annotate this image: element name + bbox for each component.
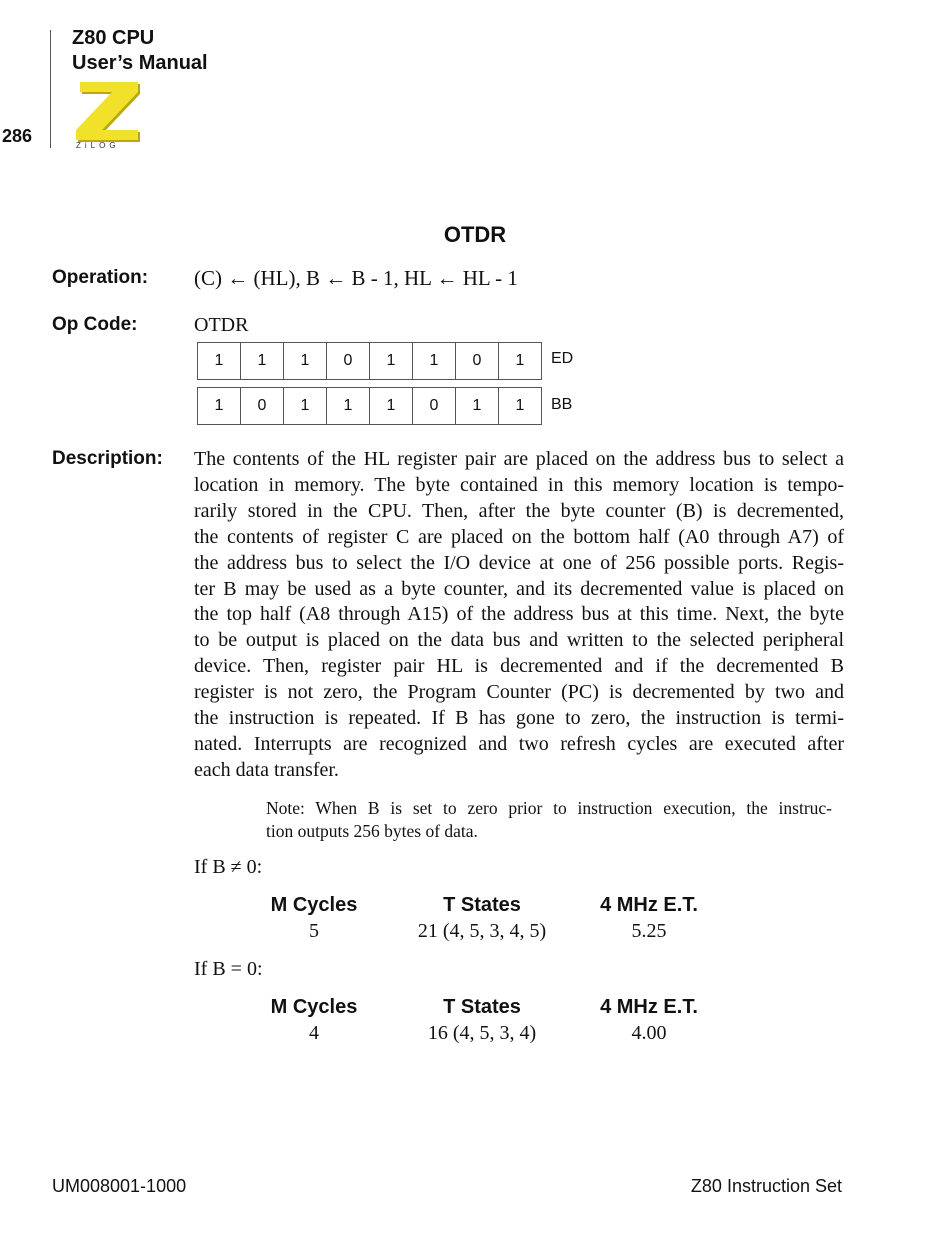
page-number: 286 bbox=[2, 126, 33, 146]
opcode-mnemonic: OTDR bbox=[194, 314, 249, 336]
m-cycles-value: 4 bbox=[309, 1022, 319, 1044]
description-line: nated. Interrupts are recognized and two refresh cycles are executed after bbox=[194, 732, 844, 755]
description-line: rarily stored in the CPU. Then, after the byte counter (B) is decremented, bbox=[194, 499, 844, 522]
manual-title-line1: Z80 CPU bbox=[72, 27, 155, 49]
bit-cell: 0 bbox=[412, 388, 455, 424]
description-line: location in memory. The byte contained in this memory location is tempo- bbox=[194, 473, 844, 496]
et-value: 4.00 bbox=[631, 1022, 667, 1044]
description-label: Description: bbox=[52, 448, 163, 469]
column-header-m-cycles: M Cycles bbox=[270, 996, 358, 1018]
description-line: device. Then, register pair HL is decremented and if the decremented B bbox=[194, 655, 844, 678]
m-cycles-value: 5 bbox=[309, 920, 319, 942]
bit-cell: 0 bbox=[240, 388, 283, 424]
bit-cell: 0 bbox=[326, 343, 369, 379]
description-line: each data transfer. bbox=[194, 758, 339, 781]
opcode-label: Op Code: bbox=[52, 314, 138, 335]
bit-cell: 1 bbox=[214, 397, 224, 414]
column-header-et: 4 MHz E.T. bbox=[600, 894, 698, 916]
condition-b-nonzero: If B ≠ 0: bbox=[194, 856, 263, 878]
zilog-logo bbox=[72, 78, 142, 150]
bit-cell: 1 bbox=[412, 343, 455, 379]
description-line: to be output is placed on the data bus and written to the selected peripheral bbox=[194, 629, 844, 652]
description-line: the instruction is repeated. If B has gone to zero, the instruction is termi- bbox=[194, 707, 844, 730]
note-line: tion outputs 256 bytes of data. bbox=[266, 821, 478, 841]
bit-cell: 1 bbox=[326, 388, 369, 424]
operation-value: (C) ← (HL), B ← B - 1, HL ← HL - 1 bbox=[194, 266, 518, 290]
opcode-bit-row bbox=[197, 387, 542, 425]
condition-b-zero: If B = 0: bbox=[194, 958, 263, 980]
column-header-t-states: T States bbox=[443, 894, 521, 916]
opcode-hex: BB bbox=[551, 396, 573, 413]
bit-cell: 1 bbox=[283, 343, 326, 379]
column-header-m-cycles: M Cycles bbox=[270, 894, 358, 916]
description-line: the address bus to select the I/O device at one of 256 possible ports. Regis- bbox=[194, 551, 844, 574]
manual-title-line2: User’s Manual bbox=[72, 52, 208, 74]
bit-cell: 1 bbox=[455, 388, 498, 424]
column-header-t-states: T States bbox=[443, 996, 521, 1018]
bit-cell: 1 bbox=[283, 388, 326, 424]
description-line: the contents of register C are placed on the bottom half (A0 through A7) of bbox=[194, 525, 844, 548]
opcode-bit-row bbox=[197, 342, 542, 380]
header-divider bbox=[50, 30, 51, 148]
logo-wordmark: ZiLOG bbox=[76, 141, 120, 150]
instruction-heading: OTDR bbox=[443, 222, 507, 247]
description-line: ter B may be used as a byte counter, and its decremented value is placed on bbox=[194, 577, 844, 600]
description-line: The contents of the HL register pair are placed on the address bus to select a bbox=[194, 448, 844, 470]
description-line: register is not zero, the Program Counter (PC) is decremented by two and bbox=[194, 681, 844, 704]
description-line: the top half (A8 through A15) of the address bus at this time. Next, the byte bbox=[194, 603, 844, 626]
note-line: Note: When B is set to zero prior to instruction execution, the instruc- bbox=[266, 798, 832, 818]
footer-document-id: UM008001-1000 bbox=[52, 1176, 187, 1196]
manual-title bbox=[72, 26, 208, 76]
t-states-value: 21 (4, 5, 3, 4, 5) bbox=[417, 920, 547, 942]
bit-cell: 1 bbox=[498, 388, 541, 424]
bit-cell: 0 bbox=[455, 343, 498, 379]
bit-cell: 1 bbox=[369, 388, 412, 424]
footer-section-title: Z80 Instruction Set bbox=[690, 1176, 842, 1196]
note bbox=[266, 797, 832, 843]
bit-cell: 1 bbox=[498, 343, 541, 379]
opcode-hex: ED bbox=[551, 350, 574, 367]
description-body bbox=[194, 447, 844, 784]
bit-cell: 1 bbox=[214, 352, 224, 369]
operation-label: Operation: bbox=[52, 267, 149, 288]
et-value: 5.25 bbox=[631, 920, 667, 942]
t-states-value: 16 (4, 5, 3, 4) bbox=[427, 1022, 537, 1044]
column-header-et: 4 MHz E.T. bbox=[600, 996, 698, 1018]
bit-cell: 1 bbox=[240, 343, 283, 379]
bit-cell: 1 bbox=[369, 343, 412, 379]
